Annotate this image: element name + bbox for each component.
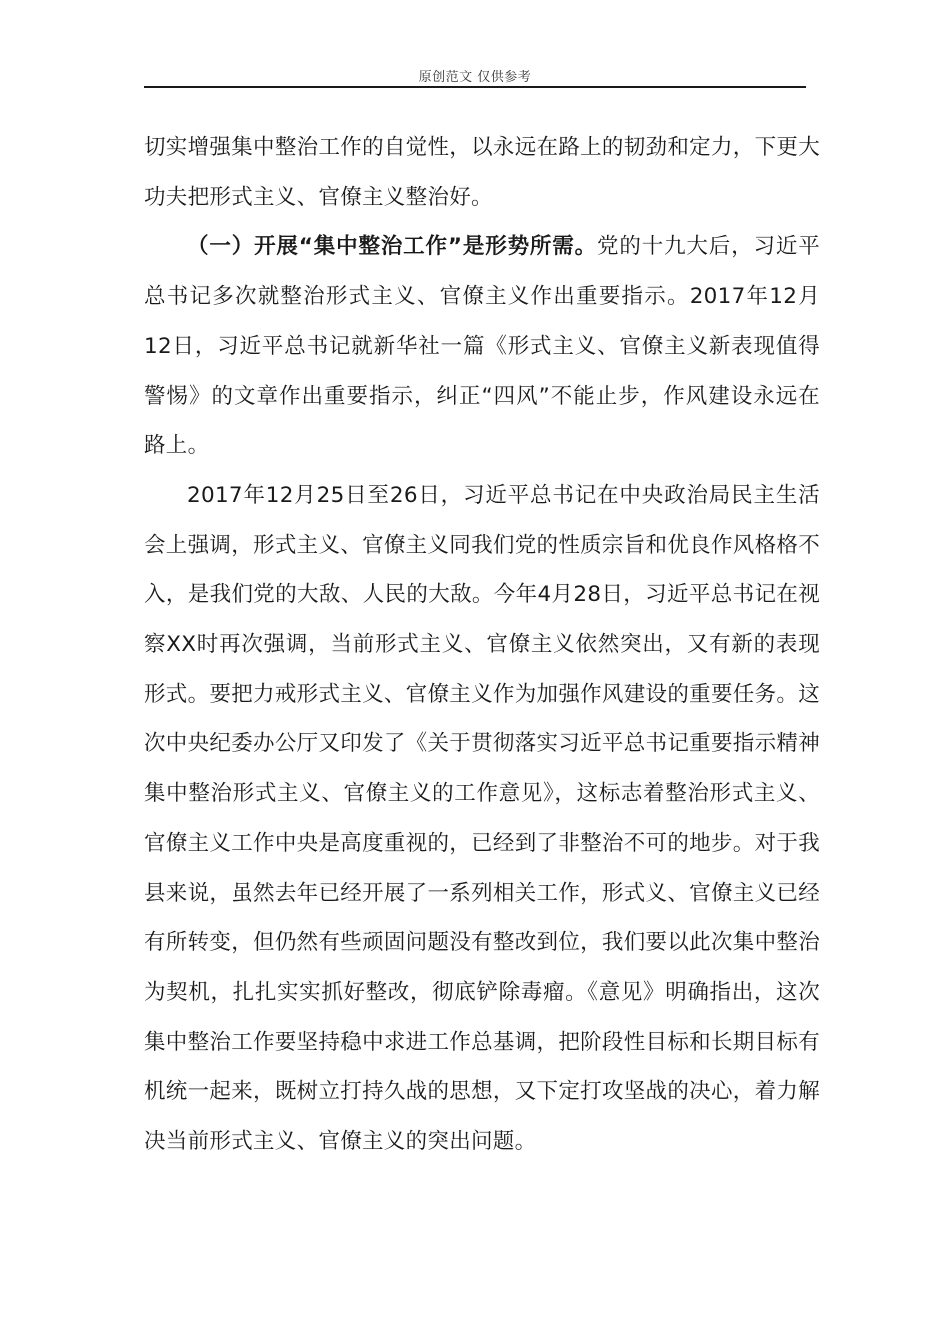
paragraph-1 (144, 123, 820, 222)
paragraph-3 (144, 471, 820, 1167)
section-heading: （一）开展“集中整治工作”是形势所需。 (187, 234, 597, 260)
paragraph-2 (144, 222, 820, 471)
paragraph-1-text: 切实增强集中整治工作的自觉性，以永远在路上的韧劲和定力，下更大功夫把形式主义、官僚主义整治好。 (144, 135, 820, 210)
paragraph-3-text: 2017年12月25日至26日，习近平总书记在中央政治局民主生活会上强调，形式主义、官僚主义同我们党的性质宗旨和优良作风格格不入，是我们党的大敌、人民的大敌。今年4月28日，习近平总书记在视察XX时再次强调，当前形式主义、官僚主义依然突出，又有新的表现形式。要把力戒形式主义、官僚主义作为加强作风建设的重要任务。这次中央纪委办公厅又印发了《关于贯彻落实习近平总书记重要指示精神集中整治形式主义、官僚主义的工作意见》，这标志着整治形式主义、官僚主义工作中央是高度重视的，已经到了非整治不可的地步。对于我县来说，虽然去年已经开展了一系列相关工作，形式义、官僚主义已经有所转变，但仍然有些顽固问题没有整改到位，我们要以此次集中整治为契机，扎扎实实抓好整改，彻底铲除毒瘤。《意见》明确指出，这次集中整治工作要坚持稳中求进工作总基调，把阶段性目标和长期目标有机统一起来，既树立打持久战的思想，又下定打攻坚战的决心，着力解决当前形式主义、官僚主义的突出问题。 (144, 482, 820, 1155)
paragraph-2-text: 党的十九大后，习近平总书记多次就整治形式主义、官僚主义作出重要指示。2017年12月12日，习近平总书记就新华社一篇《形式主义、官僚主义新表现值得警惕》的文章作出重要指示，纠正“四风”不能止步，作风建设永远在路上。 (144, 234, 820, 459)
header-text: 原创范文 仅供参考 (418, 70, 532, 85)
page-header (144, 62, 806, 88)
document-body (144, 123, 820, 1167)
